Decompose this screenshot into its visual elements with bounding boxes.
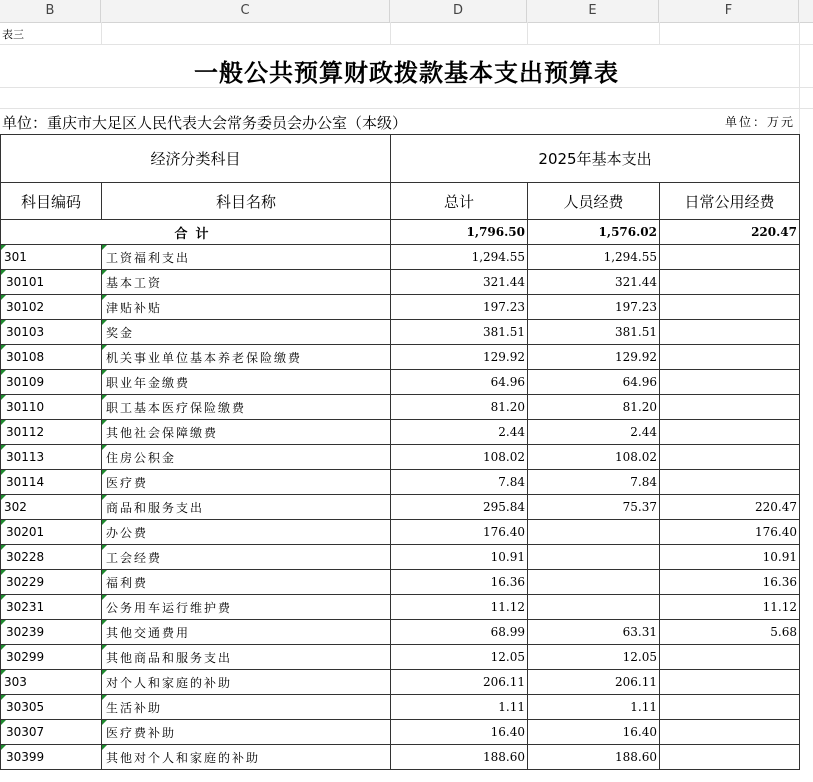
comment-marker-icon <box>102 570 107 575</box>
comment-marker-icon <box>1 645 6 650</box>
row-name-text: 福利费 <box>106 575 149 590</box>
comment-marker-icon <box>102 645 107 650</box>
row-name-text: 职工基本医疗保险缴费 <box>106 400 247 415</box>
row-name[interactable] <box>102 695 391 720</box>
gridline <box>659 22 660 44</box>
row-total[interactable]: 1.11 <box>391 695 528 720</box>
row-name[interactable] <box>102 595 391 620</box>
row-name[interactable] <box>102 345 391 370</box>
comment-marker-icon <box>1 445 6 450</box>
comment-marker-icon <box>1 370 6 375</box>
row-public[interactable] <box>660 370 800 395</box>
row-code-text: 30399 <box>6 750 45 764</box>
row-total[interactable]: 7.84 <box>391 470 528 495</box>
row-public[interactable] <box>660 320 800 345</box>
table-row <box>1 570 800 595</box>
row-code-text: 30305 <box>6 700 45 714</box>
total-personnel[interactable]: 1,576.02 <box>528 220 660 245</box>
row-code[interactable] <box>1 270 102 295</box>
comment-marker-icon <box>1 520 6 525</box>
row-code[interactable] <box>1 320 102 345</box>
comment-marker-icon <box>1 420 6 425</box>
comment-marker-icon <box>102 495 107 500</box>
row-name-text: 办公费 <box>106 525 149 540</box>
table-row <box>1 370 800 395</box>
row-name[interactable] <box>102 445 391 470</box>
row-name-text: 奖金 <box>106 325 135 340</box>
column-header-bar <box>0 0 813 23</box>
table-row <box>1 245 800 270</box>
comment-marker-icon <box>102 270 107 275</box>
comment-marker-icon <box>1 720 6 725</box>
row-name[interactable] <box>102 395 391 420</box>
row-name-text: 生活补助 <box>106 700 163 715</box>
row-total[interactable]: 2.44 <box>391 420 528 445</box>
table-row <box>1 495 800 520</box>
header-row-group <box>1 135 800 183</box>
row-code[interactable] <box>1 670 102 695</box>
table-row <box>1 645 800 670</box>
row-personnel[interactable]: 206.11 <box>528 670 660 695</box>
comment-marker-icon <box>1 595 6 600</box>
row-personnel[interactable] <box>528 570 660 595</box>
row-code[interactable] <box>1 720 102 745</box>
comment-marker-icon <box>102 420 107 425</box>
comment-marker-icon <box>1 395 6 400</box>
comment-marker-icon <box>1 745 6 750</box>
row-code-text: 30108 <box>6 350 45 364</box>
row-total[interactable]: 176.40 <box>391 520 528 545</box>
header-personnel: 人员经费 <box>528 183 660 220</box>
table-row <box>1 595 800 620</box>
row-name-text: 其他交通费用 <box>106 625 191 640</box>
row-total[interactable]: 321.44 <box>391 270 528 295</box>
comment-marker-icon <box>1 620 6 625</box>
row-total[interactable]: 81.20 <box>391 395 528 420</box>
row-code[interactable] <box>1 345 102 370</box>
column-header-b[interactable]: B <box>0 0 101 22</box>
row-public[interactable] <box>660 445 800 470</box>
row-total[interactable]: 1,294.55 <box>391 245 528 270</box>
row-total[interactable]: 64.96 <box>391 370 528 395</box>
comment-marker-icon <box>102 520 107 525</box>
row-total[interactable]: 197.23 <box>391 295 528 320</box>
comment-marker-icon <box>102 720 107 725</box>
row-name[interactable] <box>102 545 391 570</box>
row-code[interactable] <box>1 620 102 645</box>
table-row <box>1 320 800 345</box>
row-total[interactable]: 188.60 <box>391 745 528 770</box>
row-code[interactable] <box>1 520 102 545</box>
row-code-text: 30307 <box>6 725 45 739</box>
comment-marker-icon <box>102 320 107 325</box>
comment-marker-icon <box>1 270 6 275</box>
gridline <box>101 22 102 44</box>
row-public[interactable] <box>660 270 800 295</box>
comment-marker-icon <box>102 445 107 450</box>
row-name-text: 其他社会保障缴费 <box>106 425 219 440</box>
total-public[interactable]: 220.47 <box>660 220 800 245</box>
row-name-text: 津贴补贴 <box>106 300 163 315</box>
column-header-e[interactable]: E <box>527 0 659 22</box>
comment-marker-icon <box>102 620 107 625</box>
row-total[interactable]: 295.84 <box>391 495 528 520</box>
row-name-text: 机关事业单位基本养老保险缴费 <box>106 350 303 365</box>
total-label[interactable]: 合计 <box>1 220 391 245</box>
row-public[interactable] <box>660 395 800 420</box>
row-personnel[interactable]: 7.84 <box>528 470 660 495</box>
row-name[interactable] <box>102 645 391 670</box>
unit-organization: 单位：重庆市大足区人民代表大会常务委员会办公室（本级） <box>2 114 408 132</box>
row-code-text: 30102 <box>6 300 45 314</box>
table-row <box>1 545 800 570</box>
column-header-d[interactable]: D <box>390 0 527 22</box>
header-code: 科目编码 <box>1 183 102 220</box>
row-name[interactable] <box>102 620 391 645</box>
row-personnel[interactable]: 197.23 <box>528 295 660 320</box>
row-name-text: 公务用车运行维护费 <box>106 600 233 615</box>
row-public[interactable] <box>660 245 800 270</box>
table-row <box>1 345 800 370</box>
row-code[interactable] <box>1 645 102 670</box>
row-name[interactable] <box>102 270 391 295</box>
row-total[interactable]: 16.40 <box>391 720 528 745</box>
row-code-text: 30228 <box>6 550 45 564</box>
row-public[interactable] <box>660 720 800 745</box>
row-total[interactable]: 381.51 <box>391 320 528 345</box>
row-code-text: 30229 <box>6 575 45 589</box>
comment-marker-icon <box>102 470 107 475</box>
row-public[interactable] <box>660 470 800 495</box>
row-public[interactable]: 176.40 <box>660 520 800 545</box>
table-row <box>1 670 800 695</box>
row-code-text: 30231 <box>6 600 45 614</box>
row-public[interactable] <box>660 295 800 320</box>
row-name-text: 工会经费 <box>106 550 163 565</box>
row-name-text: 其他对个人和家庭的补助 <box>106 750 261 765</box>
comment-marker-icon <box>1 570 6 575</box>
table-row <box>1 745 800 770</box>
row-public[interactable]: 16.36 <box>660 570 800 595</box>
row-personnel[interactable]: 188.60 <box>528 745 660 770</box>
row-personnel[interactable]: 81.20 <box>528 395 660 420</box>
row-total[interactable]: 16.36 <box>391 570 528 595</box>
row-code-text: 30101 <box>6 275 45 289</box>
row-personnel[interactable]: 63.31 <box>528 620 660 645</box>
header-total: 总计 <box>391 183 528 220</box>
row-personnel[interactable]: 64.96 <box>528 370 660 395</box>
row-code-text: 30201 <box>6 525 45 539</box>
row-name[interactable] <box>102 570 391 595</box>
row-total[interactable]: 11.12 <box>391 595 528 620</box>
row-public[interactable] <box>660 645 800 670</box>
comment-marker-icon <box>1 670 6 675</box>
gridline <box>527 22 528 44</box>
comment-marker-icon <box>1 320 6 325</box>
row-name-text: 职业年金缴费 <box>106 375 191 390</box>
row-name[interactable] <box>102 245 391 270</box>
header-basic-expenditure: 2025年基本支出 <box>391 135 800 183</box>
gridline <box>0 108 813 109</box>
table-row <box>1 620 800 645</box>
row-personnel[interactable]: 129.92 <box>528 345 660 370</box>
row-name-text: 医疗费补助 <box>106 725 177 740</box>
row-code-text: 30103 <box>6 325 45 339</box>
row-name[interactable] <box>102 745 391 770</box>
row-public[interactable]: 10.91 <box>660 545 800 570</box>
row-code[interactable] <box>1 695 102 720</box>
row-code-text: 301 <box>4 250 27 264</box>
table-row <box>1 420 800 445</box>
table-row <box>1 270 800 295</box>
row-personnel[interactable]: 16.40 <box>528 720 660 745</box>
column-header-f[interactable]: F <box>659 0 799 22</box>
row-public[interactable] <box>660 670 800 695</box>
comment-marker-icon <box>102 670 107 675</box>
table-row <box>1 695 800 720</box>
row-name[interactable] <box>102 320 391 345</box>
gridline <box>0 44 813 45</box>
header-name: 科目名称 <box>102 183 391 220</box>
row-public[interactable] <box>660 420 800 445</box>
row-public[interactable] <box>660 745 800 770</box>
row-code[interactable] <box>1 595 102 620</box>
gridline <box>390 22 391 44</box>
row-name[interactable] <box>102 495 391 520</box>
budget-table <box>0 134 800 770</box>
row-code-text: 30113 <box>6 450 45 464</box>
comment-marker-icon <box>1 545 6 550</box>
row-personnel[interactable]: 108.02 <box>528 445 660 470</box>
row-code-text: 30110 <box>6 400 45 414</box>
row-total[interactable]: 10.91 <box>391 545 528 570</box>
row-code[interactable] <box>1 295 102 320</box>
row-personnel[interactable] <box>528 520 660 545</box>
row-total[interactable]: 206.11 <box>391 670 528 695</box>
row-code-text: 30109 <box>6 375 45 389</box>
comment-marker-icon <box>102 695 107 700</box>
row-name[interactable] <box>102 520 391 545</box>
row-code[interactable] <box>1 420 102 445</box>
table-row <box>1 720 800 745</box>
row-name[interactable] <box>102 420 391 445</box>
row-name-text: 工资福利支出 <box>106 250 191 265</box>
table-row <box>1 445 800 470</box>
comment-marker-icon <box>1 295 6 300</box>
row-code-text: 30299 <box>6 650 45 664</box>
row-code[interactable] <box>1 545 102 570</box>
row-name-text: 其他商品和服务支出 <box>106 650 233 665</box>
row-code[interactable] <box>1 495 102 520</box>
row-name-text: 基本工资 <box>106 275 163 290</box>
row-name[interactable] <box>102 470 391 495</box>
row-public[interactable]: 11.12 <box>660 595 800 620</box>
row-public[interactable]: 5.68 <box>660 620 800 645</box>
row-public[interactable]: 220.47 <box>660 495 800 520</box>
comment-marker-icon <box>102 595 107 600</box>
row-public[interactable] <box>660 695 800 720</box>
row-personnel[interactable] <box>528 545 660 570</box>
comment-marker-icon <box>1 695 6 700</box>
row-name[interactable] <box>102 370 391 395</box>
row-personnel[interactable]: 1,294.55 <box>528 245 660 270</box>
page-title: 一般公共预算财政拨款基本支出预算表 <box>194 58 619 87</box>
row-name-text: 医疗费 <box>106 475 149 490</box>
header-economic-category: 经济分类科目 <box>1 135 391 183</box>
row-code-text: 303 <box>4 675 27 689</box>
row-code-text: 30114 <box>6 475 45 489</box>
row-code[interactable] <box>1 395 102 420</box>
row-name[interactable] <box>102 295 391 320</box>
table-row <box>1 470 800 495</box>
comment-marker-icon <box>102 370 107 375</box>
row-code[interactable] <box>1 570 102 595</box>
comment-marker-icon <box>102 295 107 300</box>
row-total[interactable]: 129.92 <box>391 345 528 370</box>
row-personnel[interactable]: 321.44 <box>528 270 660 295</box>
row-total[interactable]: 68.99 <box>391 620 528 645</box>
row-name[interactable] <box>102 670 391 695</box>
row-total[interactable]: 12.05 <box>391 645 528 670</box>
comment-marker-icon <box>102 245 107 250</box>
row-total[interactable]: 108.02 <box>391 445 528 470</box>
header-row-columns <box>1 183 800 220</box>
row-name-text: 商品和服务支出 <box>106 500 205 515</box>
row-name[interactable] <box>102 720 391 745</box>
comment-marker-icon <box>102 545 107 550</box>
header-public: 日常公用经费 <box>660 183 800 220</box>
row-personnel[interactable]: 12.05 <box>528 645 660 670</box>
comment-marker-icon <box>102 745 107 750</box>
table-row <box>1 520 800 545</box>
row-code-text: 30112 <box>6 425 45 439</box>
row-code[interactable] <box>1 745 102 770</box>
row-personnel[interactable]: 381.51 <box>528 320 660 345</box>
row-personnel[interactable]: 75.37 <box>528 495 660 520</box>
row-code[interactable] <box>1 245 102 270</box>
table-row <box>1 295 800 320</box>
row-name-text: 住房公积金 <box>106 450 177 465</box>
row-code[interactable] <box>1 470 102 495</box>
table-caption: 表三 <box>2 28 24 41</box>
total-total[interactable]: 1,796.50 <box>391 220 528 245</box>
row-personnel[interactable]: 2.44 <box>528 420 660 445</box>
row-code[interactable] <box>1 370 102 395</box>
row-code[interactable] <box>1 445 102 470</box>
unit-label: 单位：万元 <box>724 115 795 129</box>
comment-marker-icon <box>102 345 107 350</box>
row-personnel[interactable] <box>528 595 660 620</box>
comment-marker-icon <box>1 245 6 250</box>
column-header-c[interactable]: C <box>101 0 390 22</box>
comment-marker-icon <box>1 345 6 350</box>
row-personnel[interactable]: 1.11 <box>528 695 660 720</box>
row-code-text: 302 <box>4 500 27 514</box>
comment-marker-icon <box>1 495 6 500</box>
row-public[interactable] <box>660 345 800 370</box>
comment-marker-icon <box>102 395 107 400</box>
comment-marker-icon <box>1 470 6 475</box>
table-row <box>1 395 800 420</box>
row-name-text: 对个人和家庭的补助 <box>106 675 233 690</box>
row-code-text: 30239 <box>6 625 45 639</box>
total-row <box>1 220 800 245</box>
